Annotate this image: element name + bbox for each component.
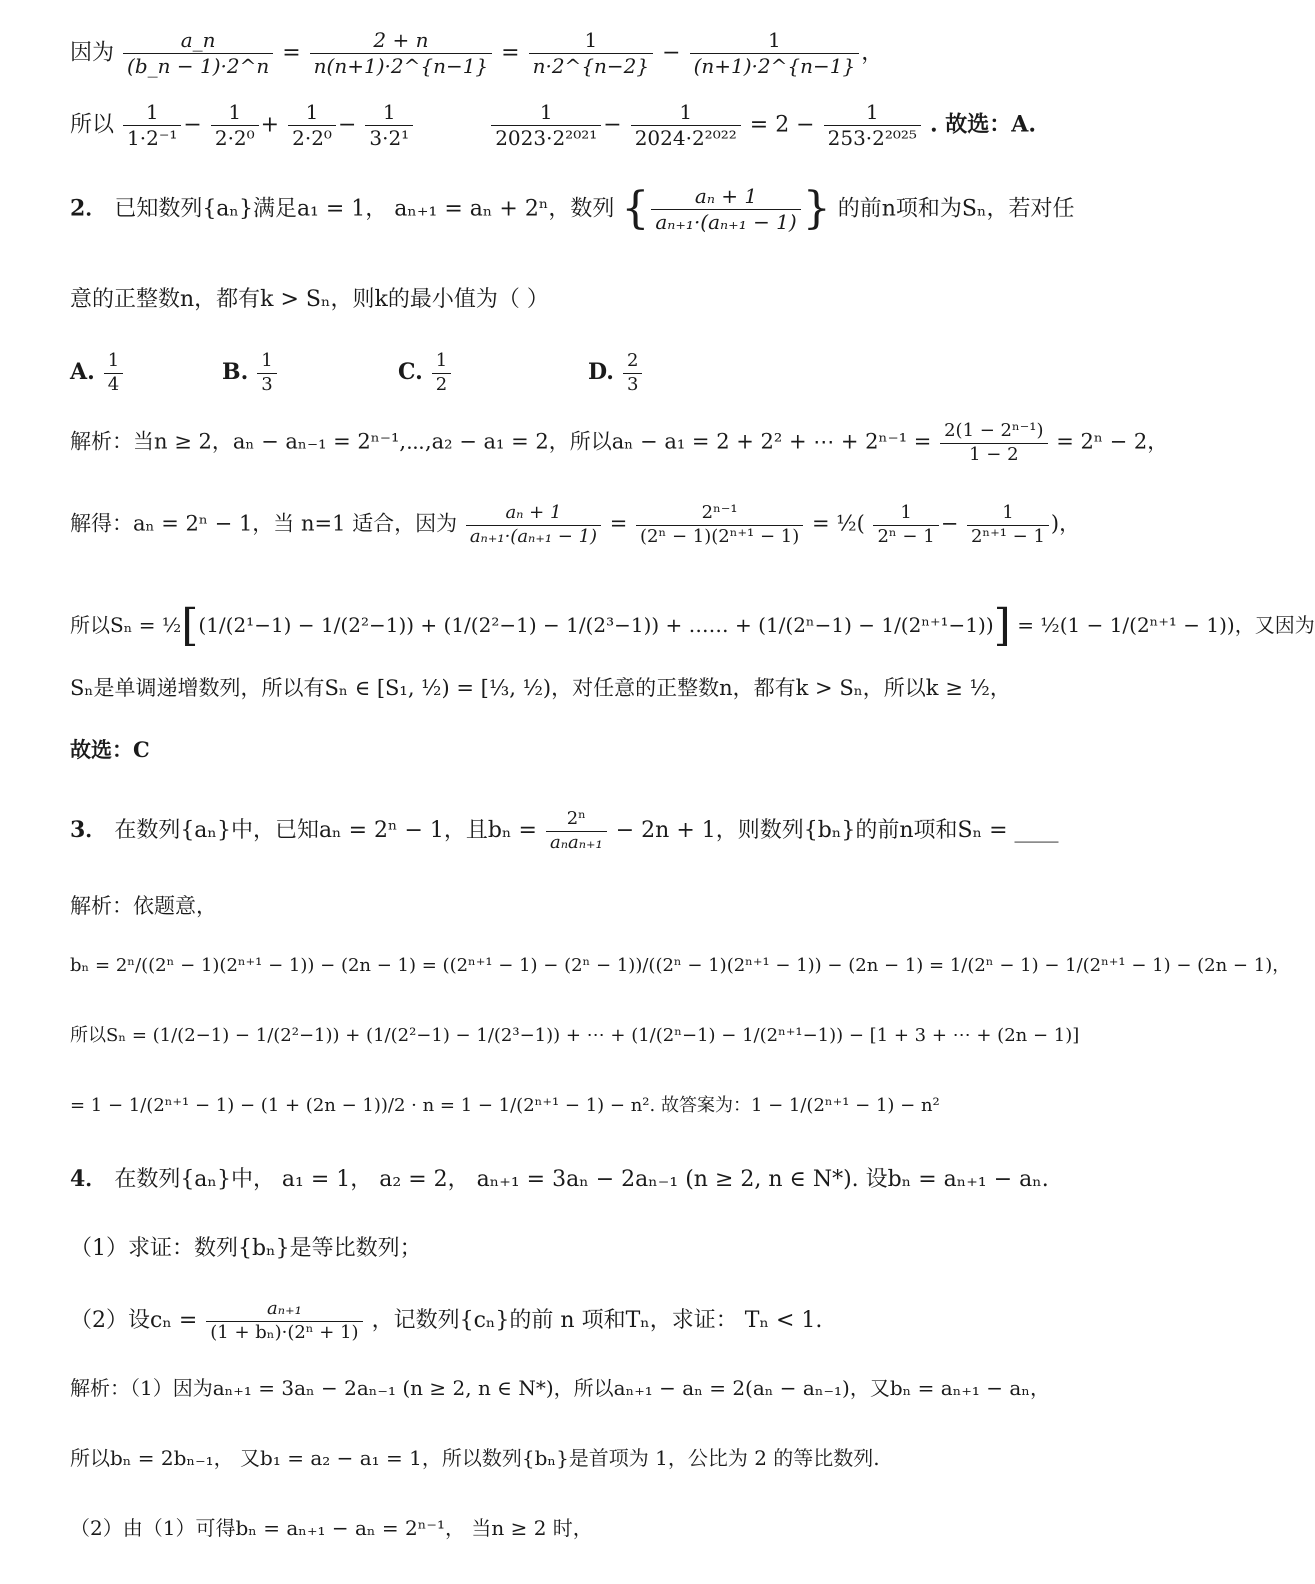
fraction <box>651 184 800 235</box>
denominator: 1 − 2 <box>969 443 1019 465</box>
denominator: 2·2⁰ <box>214 126 255 150</box>
fraction <box>211 100 259 151</box>
solution-text: （2）由（1）可得bₙ = aₙ₊₁ − aₙ = 2ⁿ⁻¹， 当n ≥ 2 时， <box>70 1516 593 1540</box>
p3-sol2 <box>70 1025 1080 1047</box>
brace-left: { <box>621 183 650 234</box>
fraction <box>940 420 1047 466</box>
numerator: 2ⁿ⁻¹ <box>636 502 803 526</box>
fraction <box>123 100 181 151</box>
p3-sol1 <box>70 955 1291 977</box>
numerator: 1 <box>967 502 1049 526</box>
s1-line2: 所以 $\frac{1}{\text{1·2⁻¹}}$ − $\frac{1}{\text{2·2⁰}}$ + $\frac{1}{\text{2·2⁰}}$ − $\frac{1}{\text{3·2¹}}$ $\frac{1}{\text{2023·2²⁰²¹}}$ − $\frac{1}{\text{2024·2²⁰²²}}$ = 2 − $\frac{1}{\text{253·2²⁰²⁵}}$ . 故选：A. <box>70 100 1037 150</box>
solution-text: = 1 − 1/(2ⁿ⁺¹ − 1) − (1 + (2n − 1))/2 · n = 1 − 1/(2ⁿ⁺¹ − 1) − n². 故答案为：1 − 1/(2ⁿ⁺¹ − 1) − n² <box>70 1095 940 1116</box>
numerator: 1 <box>104 350 123 374</box>
solution-text: bₙ = 2ⁿ/((2ⁿ − 1)(2ⁿ⁺¹ − 1)) − (2n − 1) = ((2ⁿ⁺¹ − 1) − (2ⁿ − 1))/((2ⁿ − 1)(2ⁿ⁺¹ − 1)) − (2n − 1) = 1/(2ⁿ − 1) − 1/(2ⁿ⁺¹ − 1) − (2n − 1)， <box>70 955 1291 976</box>
numerator: aₙ + 1 <box>651 184 800 210</box>
denominator: aₙaₙ₊₁ <box>549 831 603 853</box>
denominator: 4 <box>107 373 120 395</box>
p2-sol1 <box>70 420 1169 466</box>
p2-sol2: 解得：aₙ = 2ⁿ − 1，当 n=1 适合，因为 $\frac{\text{aₙ + 1}}{\text{aₙ₊₁·(aₙ₊₁ − 1)}}$ = $\frac{\text{2ⁿ⁻¹}}{\text{(2ⁿ − 1)(2ⁿ⁺¹ − 1)}}$ = ½( $\frac{1}{\text{2ⁿ − 1}}$ − $\frac{1}{\text{2ⁿ⁺¹ − 1}}$ )， <box>70 502 1081 547</box>
fraction <box>432 350 451 396</box>
because-text: 因为 <box>70 40 115 66</box>
problem-text: 意的正整数n，都有k > Sₙ，则k的最小值为（ ） <box>70 287 549 312</box>
solution-text: = ½( <box>811 511 865 536</box>
solution-text: (1/(2¹−1) − 1/(2²−1)) + (1/(2²−1) − 1/(2³−1)) + …… + (1/(2ⁿ−1) − 1/(2ⁿ⁺¹−1)) <box>198 612 994 637</box>
p2-line1 <box>70 183 1075 236</box>
result: = 2 − <box>749 112 815 138</box>
fraction <box>690 28 860 79</box>
numerator: 1 <box>257 350 276 374</box>
numerator: 1 <box>873 502 938 526</box>
denominator: aₙ₊₁·(aₙ₊₁ − 1) <box>655 209 797 234</box>
fraction <box>824 100 921 151</box>
denominator: 2 <box>435 373 448 395</box>
solution-text: 解析：（1）因为aₙ₊₁ = 3aₙ − 2aₙ₋₁ (n ≥ 2, n ∈ N*)，所以aₙ₊₁ − aₙ = 2(aₙ − aₙ₋₁)，又bₙ = aₙ₊₁ − aₙ， <box>70 1376 1050 1400</box>
problem-text: （1）求证：数列{bₙ}是等比数列； <box>70 1236 422 1261</box>
fraction <box>491 100 601 151</box>
numerator: 1 <box>631 100 741 126</box>
solution-text: 解析：依题意， <box>70 894 217 918</box>
denominator: (2ⁿ − 1)(2ⁿ⁺¹ − 1) <box>640 525 800 547</box>
p4-part2 <box>70 1298 1040 1344</box>
bracket-left: [ <box>181 600 199 651</box>
numerator: 2ⁿ <box>546 808 607 832</box>
denominator: 2024·2²⁰²² <box>634 126 737 150</box>
bracket-right: ] <box>993 600 1011 651</box>
p4-sol2 <box>70 1446 1040 1470</box>
problem-number: 2． <box>70 195 108 222</box>
problem-text: ，记数列{cₙ}的前 n 项和Tₙ，求证： Tₙ < 1. <box>371 1308 823 1333</box>
fraction <box>623 350 642 396</box>
option-label: B. <box>222 359 249 385</box>
option-label: C. <box>398 359 423 385</box>
denominator: 3 <box>626 373 639 395</box>
option-a <box>70 350 125 396</box>
brace-right: } <box>802 183 831 234</box>
fraction <box>967 502 1049 548</box>
p4-sol3 <box>70 1516 1040 1540</box>
fraction <box>365 100 413 151</box>
numerator: 1 <box>824 100 921 126</box>
denominator: 2ⁿ − 1 <box>877 525 935 547</box>
fraction <box>466 502 601 548</box>
p3-sol3 <box>70 1095 1040 1117</box>
numerator: aₙ₊₁ <box>206 1298 362 1322</box>
fraction <box>104 350 123 396</box>
fraction <box>310 28 493 79</box>
p3-line1 <box>70 808 1059 854</box>
p3-sol-intro <box>70 894 1040 919</box>
p2-answer <box>70 737 1040 763</box>
p2-sol4 <box>70 676 1040 701</box>
solution-text: = 2ⁿ − 2， <box>1056 429 1169 454</box>
numerator: 2 + n <box>310 28 493 54</box>
solution-text: 所以bₙ = 2bₙ₋₁， 又b₁ = a₂ − a₁ = 1，所以数列{bₙ}是首项为 1，公比为 2 的等比数列. <box>70 1446 880 1470</box>
numerator: 1 <box>690 28 860 54</box>
denominator: 2·2⁰ <box>292 126 332 150</box>
fraction <box>288 100 336 151</box>
fraction <box>257 350 276 396</box>
numerator: 2 <box>623 350 642 374</box>
numerator: 2(1 − 2ⁿ⁻¹) <box>940 420 1047 444</box>
problem-number: 3． <box>70 817 108 843</box>
solution-text: Sₙ是单调递增数列，所以有Sₙ ∈ [S₁, ½) = [⅓, ½)，对任意的正整数n，都有k > Sₙ，所以k ≥ ½， <box>70 676 1011 700</box>
fraction <box>631 100 741 151</box>
numerator: 1 <box>365 100 413 126</box>
fraction <box>529 28 654 79</box>
denominator: 1·2⁻¹ <box>127 126 178 150</box>
denominator: 2ⁿ⁺¹ − 1 <box>970 525 1045 547</box>
numerator: 1 <box>211 100 259 126</box>
solution-text: = ½(1 − 1/(2ⁿ⁺¹ − 1))，又因为 <box>1017 612 1315 637</box>
p2-line2 <box>70 287 1040 313</box>
numerator: 1 <box>529 28 654 54</box>
answer: 故选：C <box>70 737 150 762</box>
solution-text: 解析：当n ≥ 2，aₙ − aₙ₋₁ = 2ⁿ⁻¹,⋯,a₂ − a₁ = 2，所以aₙ − a₁ = 2 + 2² + ⋯ + 2ⁿ⁻¹ = <box>70 429 932 454</box>
p4-line1 <box>70 1166 1049 1193</box>
fraction <box>123 28 273 79</box>
fraction <box>546 808 607 854</box>
problem-text: 已知数列{aₙ}满足a₁ = 1， aₙ₊₁ = aₙ + 2ⁿ，数列 <box>114 196 615 222</box>
solution-text: 所以Sₙ = <box>70 612 156 637</box>
p2-sol3: 所以Sₙ = ½[(1/(2¹−1) − 1/(2²−1)) + (1/(2²−1) − 1/(2³−1)) + …… + (1/(2ⁿ−1) − 1/(2ⁿ⁺¹−1))] = ½(1 − 1/(2ⁿ⁺¹ − 1))，又因为 <box>70 600 1315 651</box>
denominator: (b_n − 1)·2^n <box>127 54 270 78</box>
numerator: 1 <box>432 350 451 374</box>
option-c <box>398 350 453 396</box>
denominator: 2023·2²⁰²¹ <box>495 126 598 150</box>
p4-sol1 <box>70 1376 1050 1400</box>
denominator: n·2^{n−2} <box>532 54 650 78</box>
problem-text: − 2n + 1，则数列{bₙ}的前n项和Sₙ = ____ <box>615 818 1059 843</box>
solution-text: 所以Sₙ = (1/(2−1) − 1/(2²−1)) + (1/(2²−1) − 1/(2³−1)) + ⋯ + (1/(2ⁿ−1) − 1/(2ⁿ⁺¹−1)) − [1 + 3 + ⋯ + (2n − 1)] <box>70 1025 1080 1046</box>
option-b <box>222 350 279 396</box>
denominator: 3·2¹ <box>369 126 410 150</box>
option-label: A. <box>70 359 95 385</box>
numerator: 1 <box>491 100 601 126</box>
denominator: 3 <box>261 373 273 395</box>
problem-number: 4． <box>70 1166 108 1192</box>
fraction <box>206 1298 362 1344</box>
denominator: aₙ₊₁·(aₙ₊₁ − 1) <box>469 525 598 547</box>
problem-text: 在数列{aₙ}中， a₁ = 1， a₂ = 2， aₙ₊₁ = 3aₙ − 2aₙ₋₁ (n ≥ 2, n ∈ N*). 设bₙ = aₙ₊₁ − aₙ. <box>114 1167 1049 1192</box>
numerator: aₙ + 1 <box>466 502 601 526</box>
problem-text: （2）设cₙ = <box>70 1308 198 1333</box>
problem-text: 的前n项和为Sₙ，若对任 <box>837 196 1075 222</box>
solution-text: )， <box>1050 511 1081 536</box>
answer: . 故选：A. <box>929 111 1037 138</box>
numerator: a_n <box>123 28 273 54</box>
denominator: 253·2²⁰²⁵ <box>827 126 917 150</box>
denominator: (1 + bₙ)·(2ⁿ + 1) <box>210 1321 359 1343</box>
option-d <box>588 350 644 396</box>
fraction <box>636 502 803 548</box>
denominator: n(n+1)·2^{n−1} <box>313 54 489 78</box>
problem-text: 在数列{aₙ}中，已知aₙ = 2ⁿ − 1，且bₙ = <box>114 818 537 843</box>
fraction <box>873 502 938 548</box>
option-label: D. <box>588 359 614 385</box>
numerator: 1 <box>288 100 336 126</box>
p4-part1 <box>70 1236 1040 1262</box>
solution-text: 解得：aₙ = 2ⁿ − 1，当 n=1 适合，因为 <box>70 511 458 536</box>
numerator: 1 <box>123 100 181 126</box>
s1-line1: 因为 $\frac{a\_n}{(b\_n - 1)\cdot 2\^{}n}$ = $\frac{2 + n}{n(n+1)\cdot 2\^{}\{n-1\}}$ = $\frac{1}{n\cdot 2\^{}\{n-2\}}$ − $\frac{1}{(n+1)\cdot 2\^{}\{n-1\}}$ ， <box>70 28 884 78</box>
so-text: 所以 <box>70 112 115 138</box>
denominator: (n+1)·2^{n−1} <box>693 54 856 78</box>
